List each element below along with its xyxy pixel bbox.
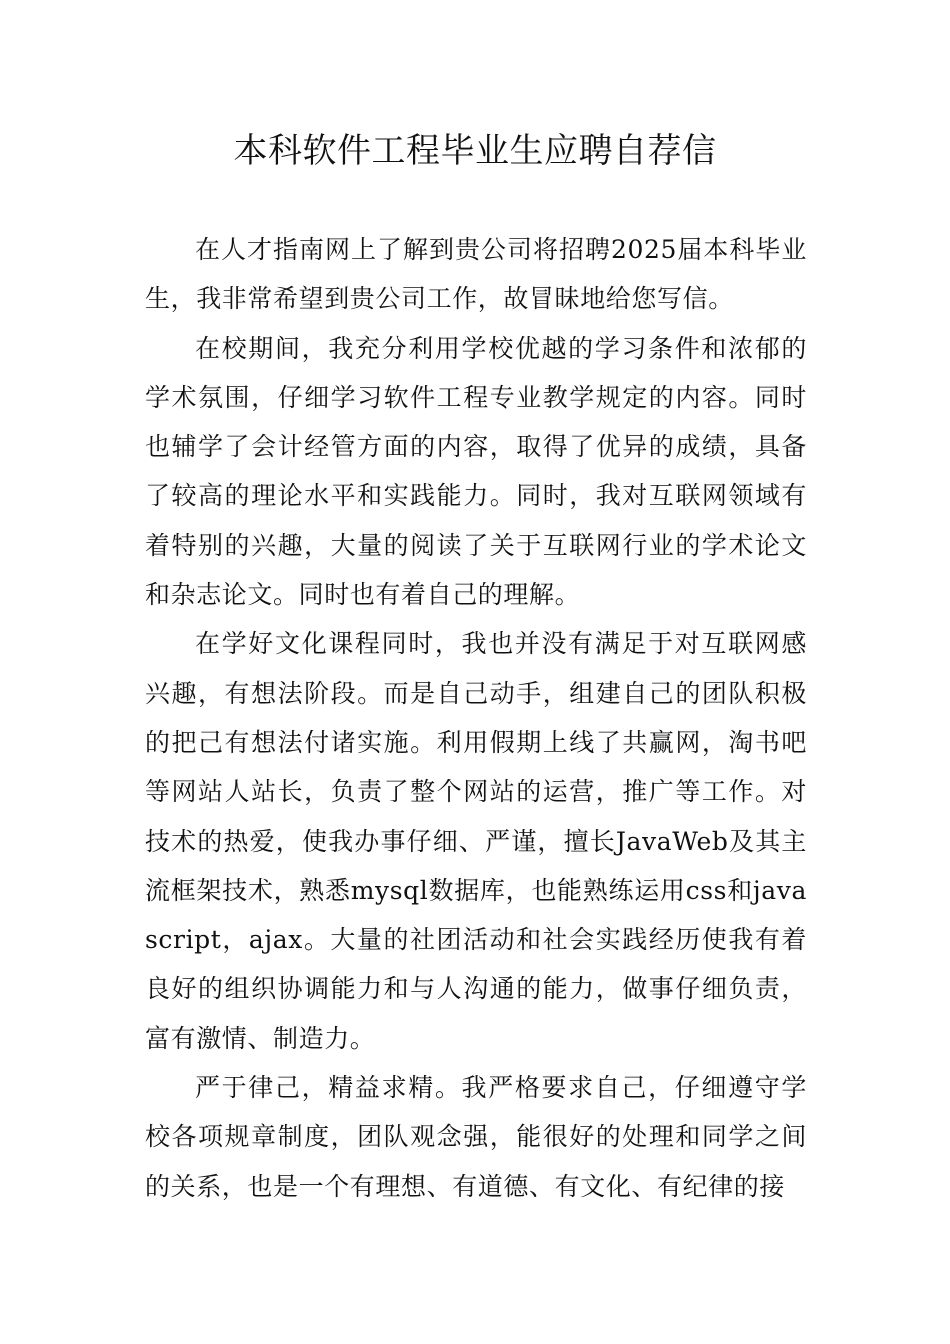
document-title: 本科软件工程毕业生应聘自荐信	[233, 131, 717, 171]
paragraph-practice: 在学好文化课程同时，我也并没有满足于对互联网感兴趣，有想法阶段。而是自己动手，组建自己的团队积极的把己有想法付诸实施。利用假期上线了共赢网，淘书吧等网站人站长，负责了整个网站的运营，推广等工作。对技术的热爱，使我办事仔细、严谨，擅长JavaWeb及其主流框架技术，熟悉mysql数据库，也能熟练运用css和javascript，ajax。大量的社团活动和社会实践经历使我有着良好的组织协调能力和与人沟通的能力，做事仔细负责，富有激情、制造力。	[145, 629, 807, 1053]
letter-body	[145, 225, 807, 1211]
paragraph-intro: 在人才指南网上了解到贵公司将招聘2025届本科毕业生，我非常希望到贵公司工作，故冒昧地给您写信。	[145, 235, 807, 314]
paragraph-character: 严于律己，精益求精。我严格要求自己，仔细遵守学校各项规章制度，团队观念强，能很好的处理和同学之间的关系，也是一个有理想、有道德、有文化、有纪律的接	[145, 1073, 807, 1201]
paragraph-study: 在校期间，我充分利用学校优越的学习条件和浓郁的学术氛围，仔细学习软件工程专业教学规定的内容。同时也辅学了会计经管方面的内容，取得了优异的成绩，具备了较高的理论水平和实践能力。同时，我对互联网领域有着特别的兴趣，大量的阅读了关于互联网行业的学术论文和杂志论文。同时也有着自己的理解。	[145, 333, 807, 610]
